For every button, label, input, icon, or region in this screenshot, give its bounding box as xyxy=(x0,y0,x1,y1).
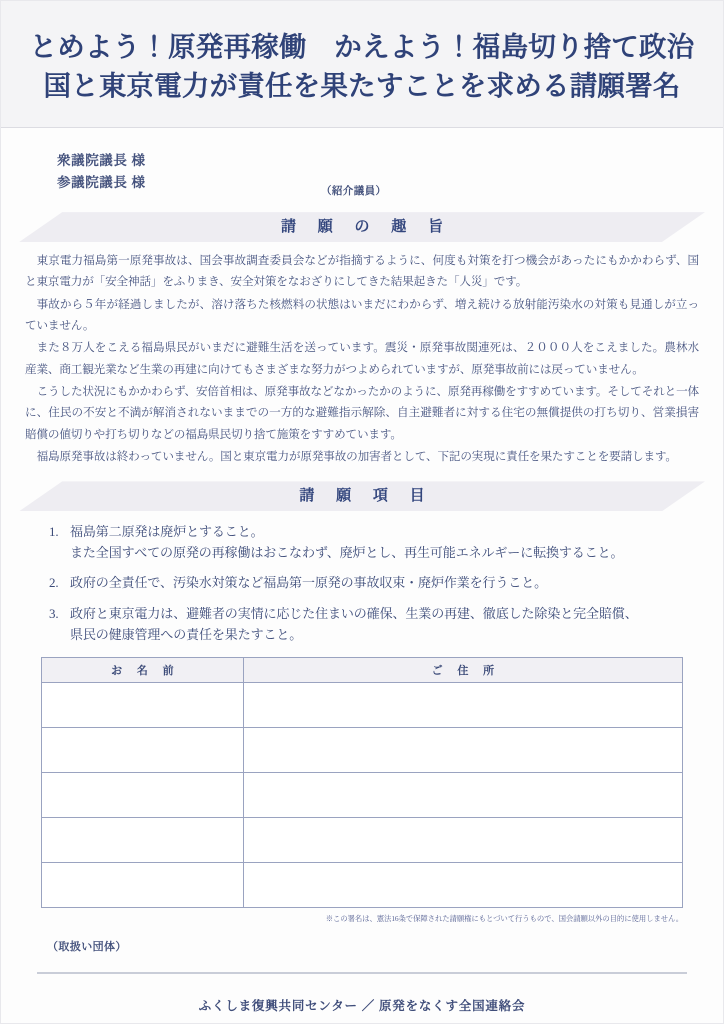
table-row xyxy=(42,682,683,727)
page-title-line-1: とめよう！原発再稼働 かえよう！福島切り捨て政治 xyxy=(29,31,695,62)
addressee-block xyxy=(1,150,723,212)
legal-note: ※この署名は、憲法16条で保障された請願権にもとづいて行うもので、国会請願以外の目的に使用しません。 xyxy=(325,913,683,923)
demands-banner-label: 請 願 項 目 xyxy=(299,488,434,505)
purpose-banner-label: 請 願 の 趣 旨 xyxy=(280,219,452,236)
referrer-label: （紹介議員） xyxy=(321,186,387,198)
table-row xyxy=(42,817,683,862)
page-header-band xyxy=(1,1,723,128)
demand-line: 政府と東京電力は、避難者の実情に応じた住まいの確保、生業の再建、徹底した除染と完全賠償、 xyxy=(70,605,638,621)
demand-number: 1. xyxy=(49,524,59,540)
signature-table-wrap xyxy=(41,657,683,908)
demand-line: 県民の健康管理への責任を果たすこと。 xyxy=(70,626,303,642)
demand-text xyxy=(70,572,699,593)
purpose-paragraph: こうした状況にもかかわらず、安倍首相は、原発事故などなかったかのように、原発再稼働をすすめています。そしてそれと一体に、住民の不安と不満が解消されないままでの一方的な避難指示解除、自主避難者に対する住宅の無償提供の打ち切り、営業損害賠償の値切りや打ち切りなどの福島県民切り捨て施策をすすめています。 xyxy=(25,385,699,441)
name-cell[interactable] xyxy=(42,682,244,727)
purpose-paragraph: 福島原発事故は終わっていません。国と東京電力が原発事故の加害者として、下記の実現に責任を果たすことを要請します。 xyxy=(36,450,677,464)
address-cell[interactable] xyxy=(243,817,682,862)
purpose-body xyxy=(25,250,699,467)
table-row xyxy=(42,772,683,817)
name-cell[interactable] xyxy=(42,727,244,772)
addressee-line-2: 参議院議長 様 xyxy=(57,174,146,190)
purpose-paragraph: 東京電力福島第一原発事故は、国会事故調査委員会などが指摘するように、何度も対策を打つ機会があったにもかかわらず、国と東京電力が「安全神話」をふりまき、安全対策をなおざりにしてきた結果起きた「人災」です。 xyxy=(25,254,699,289)
demand-item xyxy=(49,521,699,563)
demand-line: 福島第二原発は廃炉とすること。 xyxy=(70,524,264,540)
footer-divider xyxy=(37,972,687,974)
column-header-name: お 名 前 xyxy=(42,657,244,682)
table-header-row xyxy=(42,657,683,682)
purpose-banner xyxy=(19,212,705,242)
page-title-line-2: 国と東京電力が責任を果たすことを求める請願署名 xyxy=(43,70,681,102)
address-cell[interactable] xyxy=(243,682,682,727)
addressee-list xyxy=(57,150,146,194)
address-cell[interactable] xyxy=(243,862,682,907)
addressee-line-1: 衆議院議長 様 xyxy=(57,153,146,169)
signature-table xyxy=(41,657,683,908)
demand-item xyxy=(49,603,699,645)
address-cell[interactable] xyxy=(243,772,682,817)
handler-label: （取扱い団体） xyxy=(47,940,127,953)
demands-list xyxy=(49,521,699,644)
demand-text xyxy=(70,603,699,645)
address-cell[interactable] xyxy=(243,727,682,772)
footer-organizations: ふくしま復興共同センター ／ 原発をなくす全国連絡会 xyxy=(198,998,526,1013)
demand-line: また全国すべての原発の再稼働はおこなわず、廃炉とし、再生可能エネルギーに転換すること。 xyxy=(70,545,624,561)
name-cell[interactable] xyxy=(42,817,244,862)
table-row xyxy=(42,727,683,772)
demand-number: 3. xyxy=(49,605,59,621)
name-cell[interactable] xyxy=(42,862,244,907)
name-cell[interactable] xyxy=(42,772,244,817)
purpose-paragraph: また８万人をこえる福島県民がいまだに避難生活を送っています。震災・原発事故関連死は、２０００人をこえました。農林水産業、商工観光業など生業の再建に向けてもさまざまな努力がつよめられていますが、原発事故前には戻っていません。 xyxy=(25,341,699,376)
purpose-paragraph: 事故から５年が経過しましたが、溶け落ちた核燃料の状態はいまだにわからず、増え続ける放射能汚染水の対策も見通しが立っていません。 xyxy=(25,297,699,333)
column-header-address: ご 住 所 xyxy=(243,657,682,682)
table-row xyxy=(42,862,683,907)
demands-banner xyxy=(19,481,705,511)
demand-item xyxy=(49,572,699,593)
demand-number: 2. xyxy=(49,575,59,591)
demand-line: 政府の全責任で、汚染水対策など福島第一原発の事故収束・廃炉作業を行うこと。 xyxy=(70,575,548,591)
demand-text xyxy=(70,521,699,563)
